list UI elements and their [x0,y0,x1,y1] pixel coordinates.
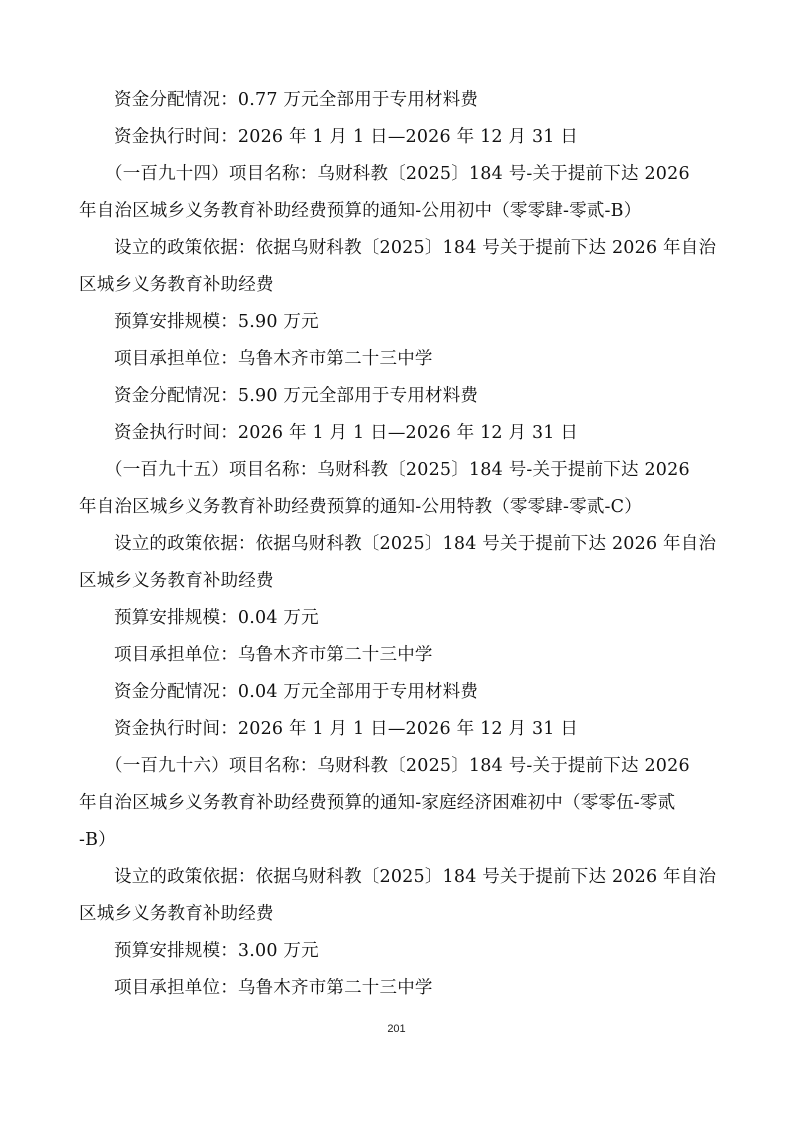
paragraph-continuation: 区城乡义务教育补助经费 [79,275,274,295]
paragraph-line: 设立的政策依据：依据乌财科教〔2025〕184 号关于提前下达 2026 年自治 [114,867,717,887]
paragraph-line: 资金执行时间：2026 年 1 月 1 日—2026 年 12 月 31 日 [114,423,579,443]
paragraph-continuation: 区城乡义务教育补助经费 [79,571,274,591]
item-heading-continuation: 年自治区城乡义务教育补助经费预算的通知-公用特教（零零肆-零贰-C） [79,497,642,517]
paragraph-line: 设立的政策依据：依据乌财科教〔2025〕184 号关于提前下达 2026 年自治 [114,534,717,554]
paragraph-line: 项目承担单位：乌鲁木齐市第二十三中学 [114,978,433,998]
paragraph-line: 项目承担单位：乌鲁木齐市第二十三中学 [114,349,433,369]
paragraph-continuation: 区城乡义务教育补助经费 [79,904,274,924]
paragraph-line: 资金分配情况：0.77 万元全部用于专用材料费 [114,90,479,110]
document-body [79,82,717,1007]
item-heading-continuation: -B） [79,830,116,850]
paragraph-line: 设立的政策依据：依据乌财科教〔2025〕184 号关于提前下达 2026 年自治 [114,238,717,258]
paragraph-line: 资金分配情况：0.04 万元全部用于专用材料费 [114,682,479,702]
item-heading-continuation: 年自治区城乡义务教育补助经费预算的通知-家庭经济困难初中（零零伍-零贰 [79,793,676,813]
paragraph-line: 预算安排规模：0.04 万元 [114,608,319,628]
paragraph-line: 资金执行时间：2026 年 1 月 1 日—2026 年 12 月 31 日 [114,719,579,739]
paragraph-line: 预算安排规模：3.00 万元 [114,941,319,961]
paragraph-line: 项目承担单位：乌鲁木齐市第二十三中学 [114,645,433,665]
paragraph-line: 预算安排规模：5.90 万元 [114,312,319,332]
item-heading-continuation: 年自治区城乡义务教育补助经费预算的通知-公用初中（零零肆-零贰-B） [79,201,642,221]
paragraph-line: 资金分配情况：5.90 万元全部用于专用材料费 [114,386,479,406]
item-heading-line: （一百九十六）项目名称：乌财科教〔2025〕184 号-关于提前下达 2026 [105,756,690,776]
paragraph-line: 资金执行时间：2026 年 1 月 1 日—2026 年 12 月 31 日 [114,127,579,147]
item-heading-line: （一百九十四）项目名称：乌财科教〔2025〕184 号-关于提前下达 2026 [105,164,690,184]
page-number: 201 [387,1023,406,1035]
item-heading-line: （一百九十五）项目名称：乌财科教〔2025〕184 号-关于提前下达 2026 [105,460,690,480]
